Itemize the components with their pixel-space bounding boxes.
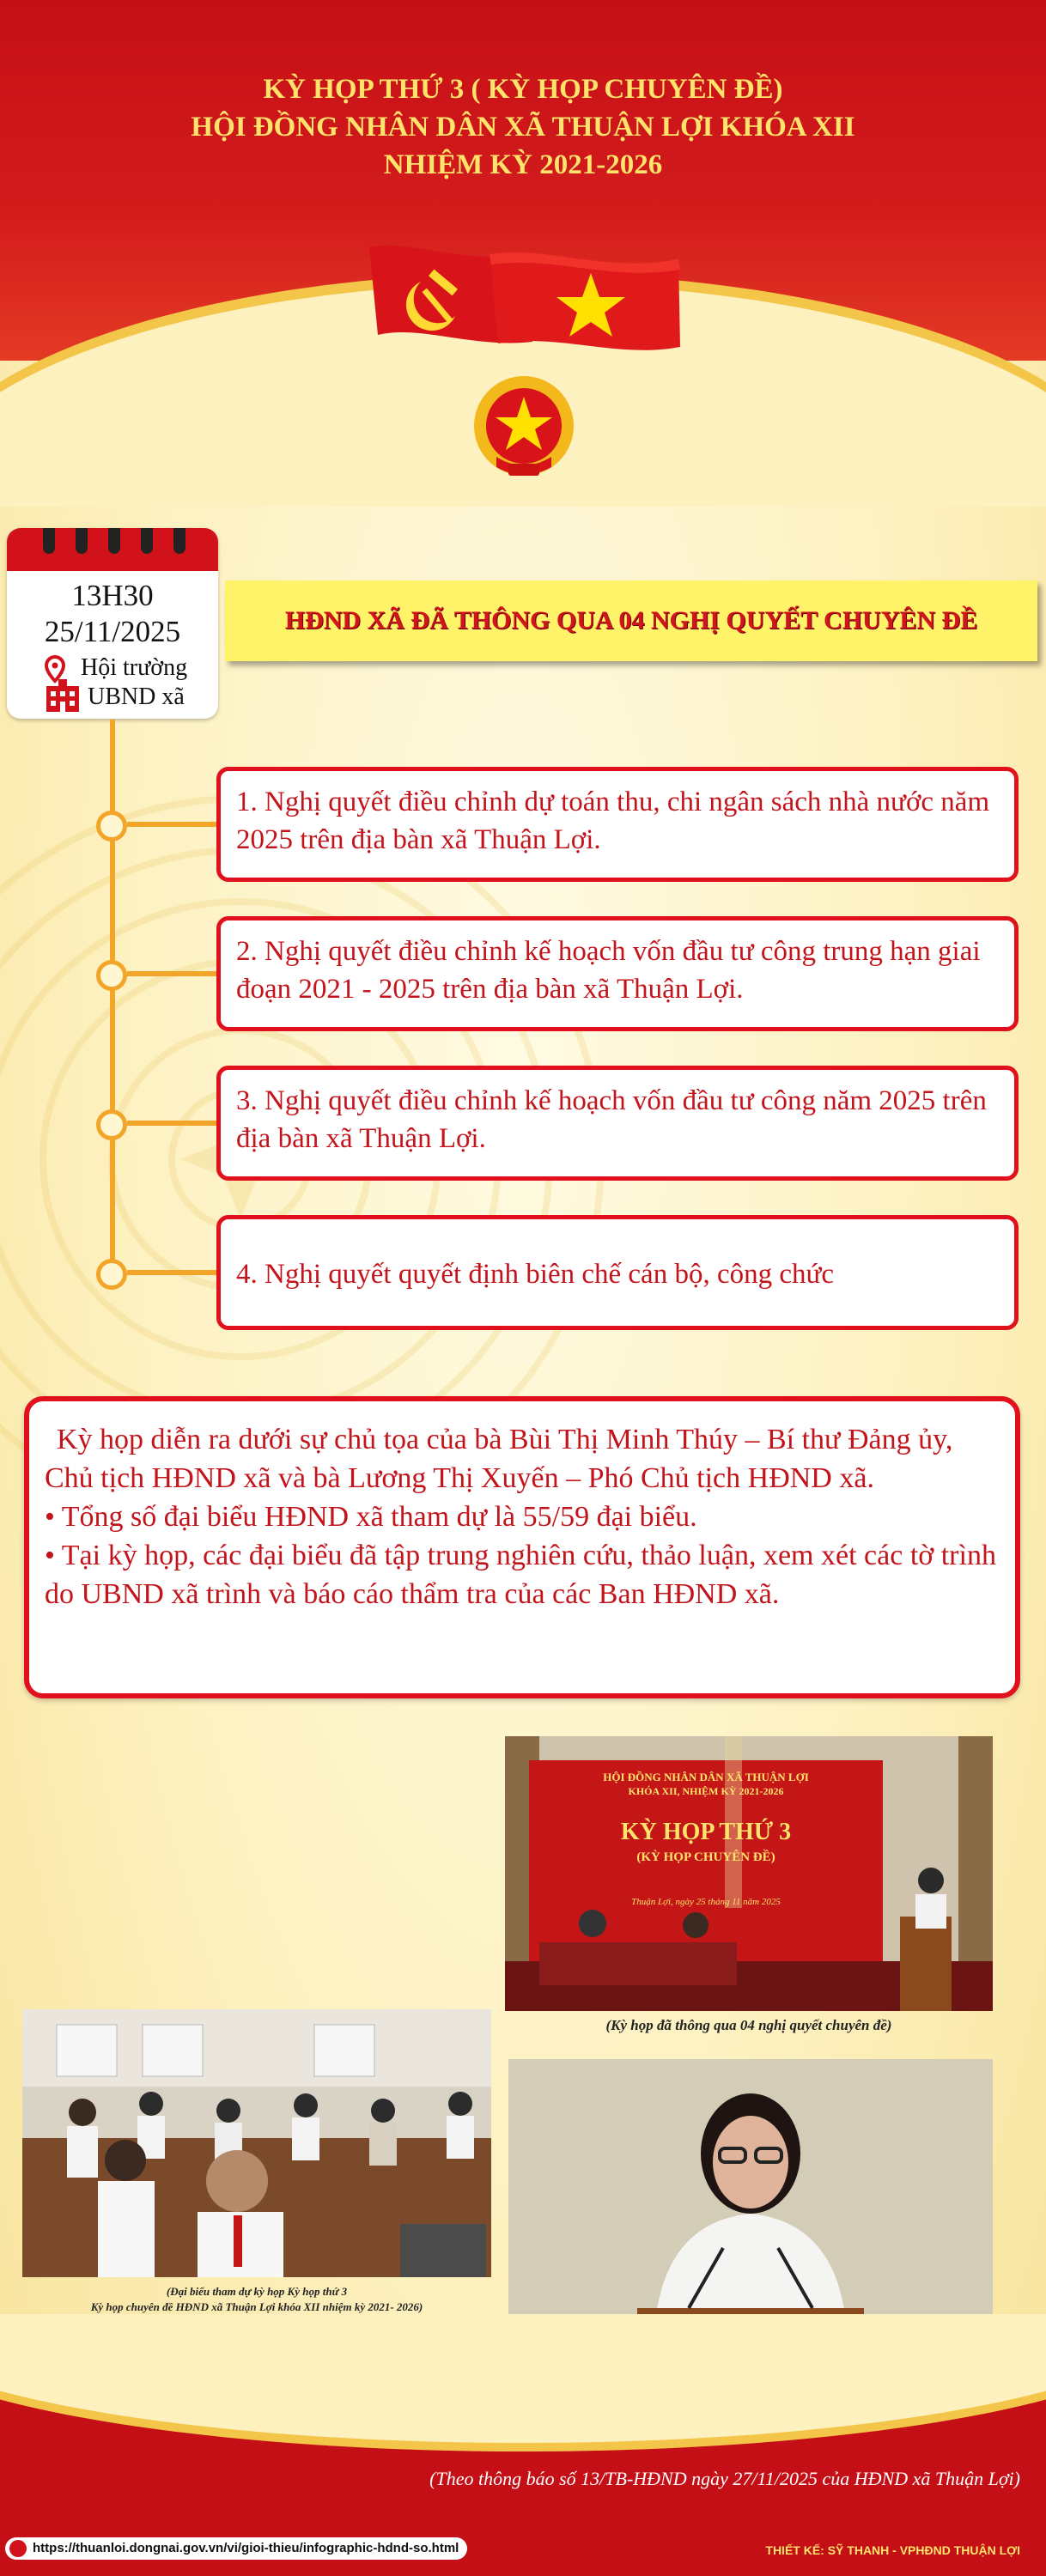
stage-banner-line-2: KHÓA XII, NHIỆM KỲ 2021-2026 — [628, 1785, 784, 1797]
resolution-text: 1. Nghị quyết điều chỉnh dự toán thu, chi ngân sách nhà nước năm 2025 trên địa bàn xã Thuận Lợi. — [236, 787, 990, 855]
timeline-node — [96, 960, 127, 991]
date-calendar-card — [7, 528, 218, 719]
resolutions-banner — [225, 580, 1037, 661]
delegates-scene — [22, 2009, 491, 2277]
resolution-item-3 — [216, 1066, 1019, 1181]
page-title — [0, 70, 1046, 184]
source-link[interactable] — [5, 2537, 467, 2560]
summary-chair: Kỳ họp diễn ra dưới sự chủ tọa của bà Bùi Thị Minh Thúy – Bí thư Đảng ủy, Chủ tịch HĐND xã và bà Lương Thị Xuyến – Phó Chủ tịch HĐND xã. — [45, 1424, 953, 1494]
timeline-line — [110, 720, 115, 1273]
resolution-item-2 — [216, 916, 1019, 1031]
timeline-connector — [127, 971, 223, 976]
calendar-ring-icon — [141, 528, 153, 554]
timeline-connector — [127, 822, 223, 827]
calendar-ring-icon — [108, 528, 120, 554]
timeline-node — [96, 811, 127, 841]
photo-delegates — [22, 2009, 491, 2277]
resolution-item-4 — [216, 1215, 1019, 1330]
calendar-ring-icon — [43, 528, 55, 554]
party-and-national-flags — [361, 239, 687, 359]
source-link-text[interactable]: https://thuanloi.dongnai.gov.vn/vi/gioi-thieu/infographic-hdnd-so.html — [33, 2541, 459, 2555]
location-building-icon — [43, 655, 84, 714]
summary-attendance: • Tổng số đại biểu HĐND xã tham dự là 55/59 đại biểu. — [45, 1501, 697, 1533]
photo-speaker — [508, 2059, 993, 2330]
stage-banner-line-5: Thuận Lợi, ngày 25 tháng 11 năm 2025 — [631, 1897, 781, 1907]
calendar-ring-icon — [76, 528, 88, 554]
stage-banner-line-4: (KỲ HỌP CHUYÊN ĐỀ) — [636, 1850, 775, 1864]
globe-icon — [9, 2540, 27, 2557]
source-note: (Theo thông báo số 13/TB-HĐND ngày 27/11/2025 của HĐND xã Thuận Lợi) — [429, 2468, 1020, 2489]
stage-banner-line-1: HỘI ĐỒNG NHÂN DÂN XÃ THUẬN LỢI — [603, 1771, 809, 1783]
meeting-time: 13H30 — [71, 579, 154, 612]
calendar-ring-icon — [173, 528, 185, 554]
meeting-summary-box — [24, 1396, 1020, 1698]
designer-credit: THIẾT KẾ: SỸ THANH - VPHĐND THUẬN LỢI — [765, 2543, 1020, 2557]
resolution-item-1 — [216, 767, 1019, 882]
delegates-caption-line-1: (Đại biểu tham dự kỳ họp Kỳ họp thứ 3 — [166, 2285, 348, 2298]
meeting-place-line-1: Hội trường — [81, 654, 188, 681]
timeline-connector — [127, 1121, 223, 1126]
stage-banner-line-3: KỲ HỌP THỨ 3 — [620, 1819, 792, 1845]
resolutions-banner-title: HĐND XÃ ĐÃ THÔNG QUA 04 NGHỊ QUYẾT CHUYÊN ĐỀ — [284, 606, 978, 635]
resolution-text: 4. Nghị quyết quyết định biên chế cán bộ, công chức — [236, 1259, 835, 1290]
summary-discussion: • Tại kỳ họp, các đại biểu đã tập trung nghiên cứu, thảo luận, xem xét các tờ trình do UBND xã trình và báo cáo thẩm tra của các Ban HĐND xã. — [45, 1540, 996, 1610]
photo-meeting-stage — [505, 1736, 993, 2011]
delegates-caption-line-2: Kỳ họp chuyên đề HĐND xã Thuận Lợi khóa XII nhiệm kỳ 2021- 2026) — [90, 2300, 423, 2313]
meeting-date: 25/11/2025 — [44, 615, 181, 648]
title-line-1: KỲ HỌP THỨ 3 ( KỲ HỌP CHUYÊN ĐỀ) — [263, 74, 783, 105]
speaker-scene — [508, 2059, 993, 2330]
title-line-2: HỘI ĐỒNG NHÂN DÂN XÃ THUẬN LỢI KHÓA XII — [191, 112, 855, 143]
resolution-text: 3. Nghị quyết điều chỉnh kế hoạch vốn đầu tư công năm 2025 trên địa bàn xã Thuận Lợi. — [236, 1085, 987, 1154]
stage-photo-caption: (Kỳ họp đã thông qua 04 nghị quyết chuyên đề) — [605, 2017, 892, 2033]
resolution-text: 2. Nghị quyết điều chỉnh kế hoạch vốn đầu tư công trung hạn giai đoạn 2021 - 2025 trên địa bàn xã Thuận Lợi. — [236, 936, 981, 1005]
timeline-node — [96, 1259, 127, 1290]
meeting-place-line-2: UBND xã — [88, 683, 185, 710]
timeline-connector — [127, 1270, 223, 1275]
delegates-photo-caption — [22, 2284, 491, 2315]
title-line-3: NHIỆM KỲ 2021-2026 — [383, 149, 663, 180]
national-emblem-icon — [471, 368, 577, 496]
timeline-node — [96, 1109, 127, 1140]
